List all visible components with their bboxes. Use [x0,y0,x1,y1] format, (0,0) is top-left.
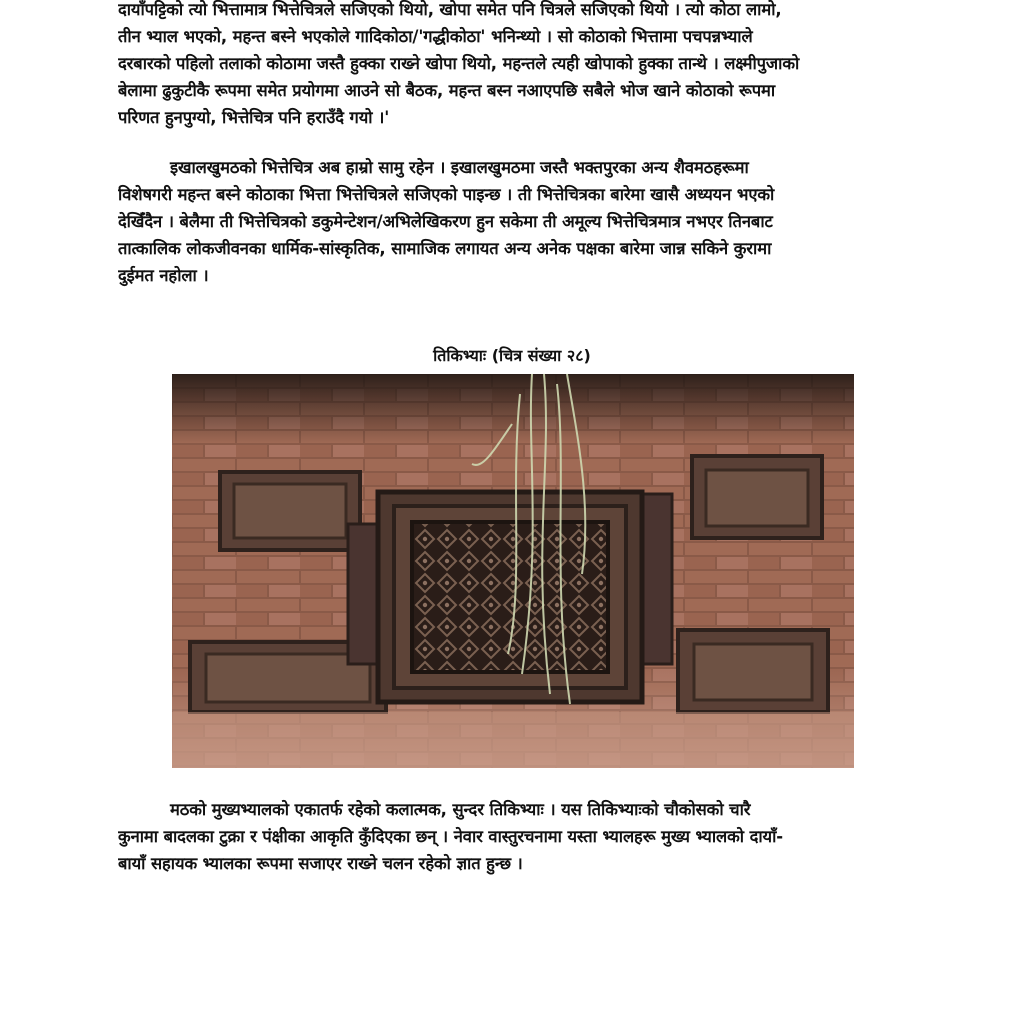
text-line: मठको मुख्यभ्यालको एकातर्फ रहेको कलात्मक, सुन्दर तिकिभ्याः । यस तिकिभ्याःको चौकोसको चारै [170,800,751,819]
text-line: तीन भ्याल भएको, महन्त बस्ने भएकोले गादिकोठा/'गद्धीकोठा' भनिन्थ्यो । सो कोठाको भित्तामा पचपन्नभ्याले [118,27,753,46]
text-line: इखालखुमठको भित्तेचित्र अब हाम्रो सामु रहेन । इखालखुमठमा जस्तै भक्तपुरका अन्य शैवमठहरूमा [170,158,749,177]
text-line: बेलामा ढुकुटीकै रूपमा समेत प्रयोगमा आउने सो बैठक, महन्त बस्न नआएपछि सबैले भोज खाने कोठाको रूपमा [118,81,776,100]
text-line: तात्कालिक लोकजीवनका धार्मिक-सांस्कृतिक, सामाजिक लगायत अन्य अनेक पक्षका बारेमा जान्न सकिने कुरामा [118,239,772,258]
text-line: बायाँ सहायक भ्यालका रूपमा सजाएर राख्ने चलन रहेको ज्ञात हुन्छ । [118,854,523,873]
text-line: देखिँदैन । बेलैमा ती भित्तेचित्रको डकुमेन्टेशन/अभिलेखिकरण हुन सकेमा ती अमूल्य भित्तेचित्रमात्र नभएर तिनबाट [118,212,773,231]
text-line: दरबारको पहिलो तलाको कोठामा जस्तै हुक्का राख्ने खोपा थियो, महन्तले त्यही खोपाको हुक्का तान्थे । लक्ष्मीपुजाको [118,54,800,73]
figure-caption: तिकिभ्याः (चित्र संख्या २८) [433,346,591,365]
figure-photo-carved-window [172,374,854,768]
text-line: दुईमत नहोला । [118,266,209,285]
text-line: कुनामा बादलका टुक्रा र पंक्षीका आकृति कुँदिएका छन् । नेवार वास्तुरचनामा यस्ता भ्यालहरू मुख्य भ्यालको दायाँ- [118,827,784,846]
paragraph-2 [118,154,904,289]
text-line: परिणत हुनपुग्यो, भित्तेचित्र पनि हराउँदै गयो ।' [118,108,390,127]
paragraph-3 [118,796,904,877]
text-line: दायाँपट्टिको त्यो भित्तामात्र भित्तेचित्रले सजिएको थियो, खोपा समेत पनि चित्रले सजिएको थियो । त्यो कोठा लामो, [118,0,782,19]
carved-window-illustration [172,374,854,768]
text-line: विशेषगरी महन्त बस्ने कोठाका भित्ता भित्तेचित्रले सजिएको पाइन्छ । ती भित्तेचित्रका बारेमा खासै अध्ययन भएको [118,185,775,204]
paragraph-1 [118,0,904,131]
